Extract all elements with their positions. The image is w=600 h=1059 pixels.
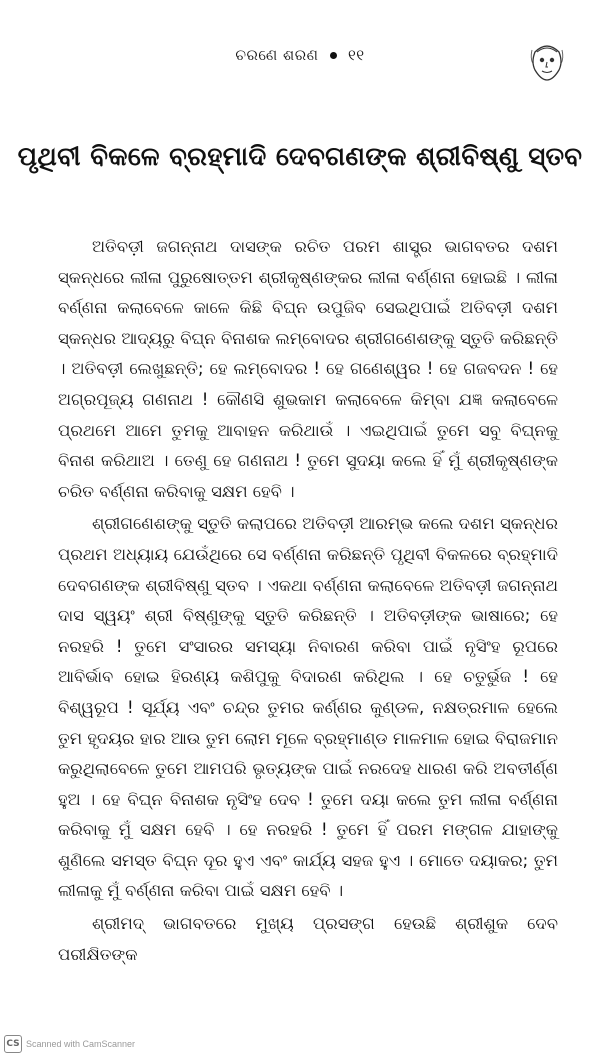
chapter-title: ପୃଥିବୀ ବିକଳେ ବ୍ରହ୍ମାଦି ଦେବଗଣଙ୍କ ଶ୍ରୀବିଷ୍ଣୁ ସ୍ତବ <box>17 142 583 172</box>
paragraph-2: ଶ୍ରୀଗଣେଶଙ୍କୁ ସ୍ତୁତି କଲାପରେ ଅତିବଡ଼ୀ ଆରମ୍ଭ କଲେ ଦଶମ ସ୍କନ୍ଧର ପ୍ରଥମ ଅଧ୍ୟାୟ ଯେଉଁଥିରେ ସେ ବର୍ଣ୍ଣନା କରିଛନ୍ତି ପୃଥିବୀ ବିକଳରେ ବ୍ରହ୍ମାଦି ଦେବଗଣଙ୍କ ଶ୍ରୀବିଷ୍ଣୁ ସ୍ତବ । ଏକଥା ବର୍ଣ୍ଣନା କଲାବେଳେ ଅତିବଡ଼ୀ ଜଗନ୍ନାଥ ଦାସ ସ୍ୱୟଂ ଶ୍ରୀ ବିଷ୍ଣୁଙ୍କୁ ସ୍ତୁତି କରିଛନ୍ତି । ଅତିବଡ଼ୀଙ୍କ ଭାଷାରେ; ହେ ନରହରି ! ତୁମେ ସଂସାରର ସମସ୍ୟା ନିବାରଣ କରିବା ପାଇଁ ନୃସିଂହ ରୂପରେ ଆବିର୍ଭାବ ହୋଇ ହିରଣ୍ୟ କଶିପୁକୁ ବିଦାରଣ କରିଥିଲ । ହେ ଚତୁର୍ଭୁଜ ! ହେ ବିଶ୍ୱରୂପ ! ସୂର୍ଯ୍ୟ ଏବଂ ଚନ୍ଦ୍ର ତୁମର କର୍ଣ୍ଣର କୁଣ୍ଡଳ, ନକ୍ଷତ୍ରମାଳ ହେଲେ ତୁମ ହୃଦୟର ହାର ଆଉ ତୁମ ଲୋମ ମୂଳେ ବ୍ରହ୍ମାଣ୍ଡ ମାଳମାଳ ହୋଇ ବିରାଜମାନ କରୁଥିଲାବେଳେ ତୁମେ ଆମପରି ଭୃତ୍ୟଙ୍କ ପାଇଁ ନରଦେହ ଧାରଣ କରି ଅବତୀର୍ଣ୍ଣ ହୁଅ । ହେ ବିଘ୍ନ ବିନାଶକ ନୃସିଂହ ଦେବ ! ତୁମେ ଦୟା କଲେ ତୁମ ଲୀଳା ବର୍ଣ୍ଣନା କରିବାକୁ ମୁଁ ସକ୍ଷମ ହେବି । ହେ ନରହରି ! ତୁମେ ହିଁ ପରମ ମଙ୍ଗଳ ଯାହାଙ୍କୁ ଶୁଣିଲେ ସମସ୍ତ ବିଘ୍ନ ଦୂର ହୁଏ ଏବଂ କାର୍ଯ୍ୟ ସହଜ ହୁଏ । ମୋତେ ଦୟାକର; ତୁମ ଲୀଳାକୁ ମୁଁ ବର୍ଣ୍ଣନା କରିବା ପାଇଁ ସକ୍ଷମ ହେବି । <box>58 514 558 901</box>
running-title: ଚରଣେ ଶରଣ <box>235 46 319 64</box>
page-number: ୧୧ <box>347 46 365 64</box>
paragraph-3: ଶ୍ରୀମଦ୍ ଭାଗବତରେ ମୁଖ୍ୟ ପ୍ରସଙ୍ଗ ହେଉଛି ଶ୍ରୀଶୁକ ଦେବ ପରୀକ୍ଷିତଙ୍କ <box>58 914 558 964</box>
deity-face-ornament-icon <box>527 38 567 82</box>
running-header <box>0 46 600 64</box>
body-text <box>58 232 558 972</box>
separator-dot-icon <box>330 52 337 59</box>
paragraph-1: ଅତିବଡ଼ୀ ଜଗନ୍ନାଥ ଦାସଙ୍କ ରଚିତ ପରମ ଶାସ୍ତ୍ର ଭାଗବତର ଦଶମ ସ୍କନ୍ଧରେ ଲୀଳା ପୁରୁଷୋତ୍ତମ ଶ୍ରୀକୃଷ୍ଣଙ୍କର ଲୀଳା ବର୍ଣ୍ଣନା ହୋଇଛି । ଲୀଳା ବର୍ଣ୍ଣନା କଲାବେଳେ କାଳେ କିଛି ବିଘ୍ନ ଉପୁଜିବ ସେଇଥିପାଇଁ ଅତିବଡ଼ୀ ଦଶମ ସ୍କନ୍ଧର ଆଦ୍ୟରୁ ବିଘ୍ନ ବିନାଶକ ଲମ୍ବୋଦର ଶ୍ରୀଗଣେଶଙ୍କୁ ସ୍ତୁତି କରିଛନ୍ତି । ଅତିବଡ଼ୀ ଲେଖୁଛନ୍ତି; ହେ ଲମ୍ବୋଦର ! ହେ ଗଣେଶ୍ୱର ! ହେ ଗଜବଦନ ! ହେ ଅଗ୍ରପୂଜ୍ୟ ଗଣନାଥ ! କୌଣସି ଶୁଭକାମ କଲାବେଳେ କିମ୍ବା ଯଜ୍ଞ କଲାବେଳେ ପ୍ରଥମେ ଆମେ ତୁମକୁ ଆବାହନ କରିଥାଉଁ । ଏଇଥିପାଇଁ ତୁମେ ସବୁ ବିଘ୍ନକୁ ବିନାଶ କରିଥାଅ । ତେଣୁ ହେ ଗଣନାଥ ! ତୁମେ ସୁଦୟା କଲେ ହିଁ ମୁଁ ଶ୍ରୀକୃଷ୍ଣଙ୍କ ଚରିତ ବର୍ଣ୍ଣନା କରିବାକୁ ସକ୍ଷମ ହେବି । <box>58 237 558 501</box>
camscanner-logo-icon: CS <box>4 1035 22 1053</box>
scanner-text: Scanned with CamScanner <box>26 1039 136 1049</box>
scanner-watermark <box>4 1035 135 1053</box>
